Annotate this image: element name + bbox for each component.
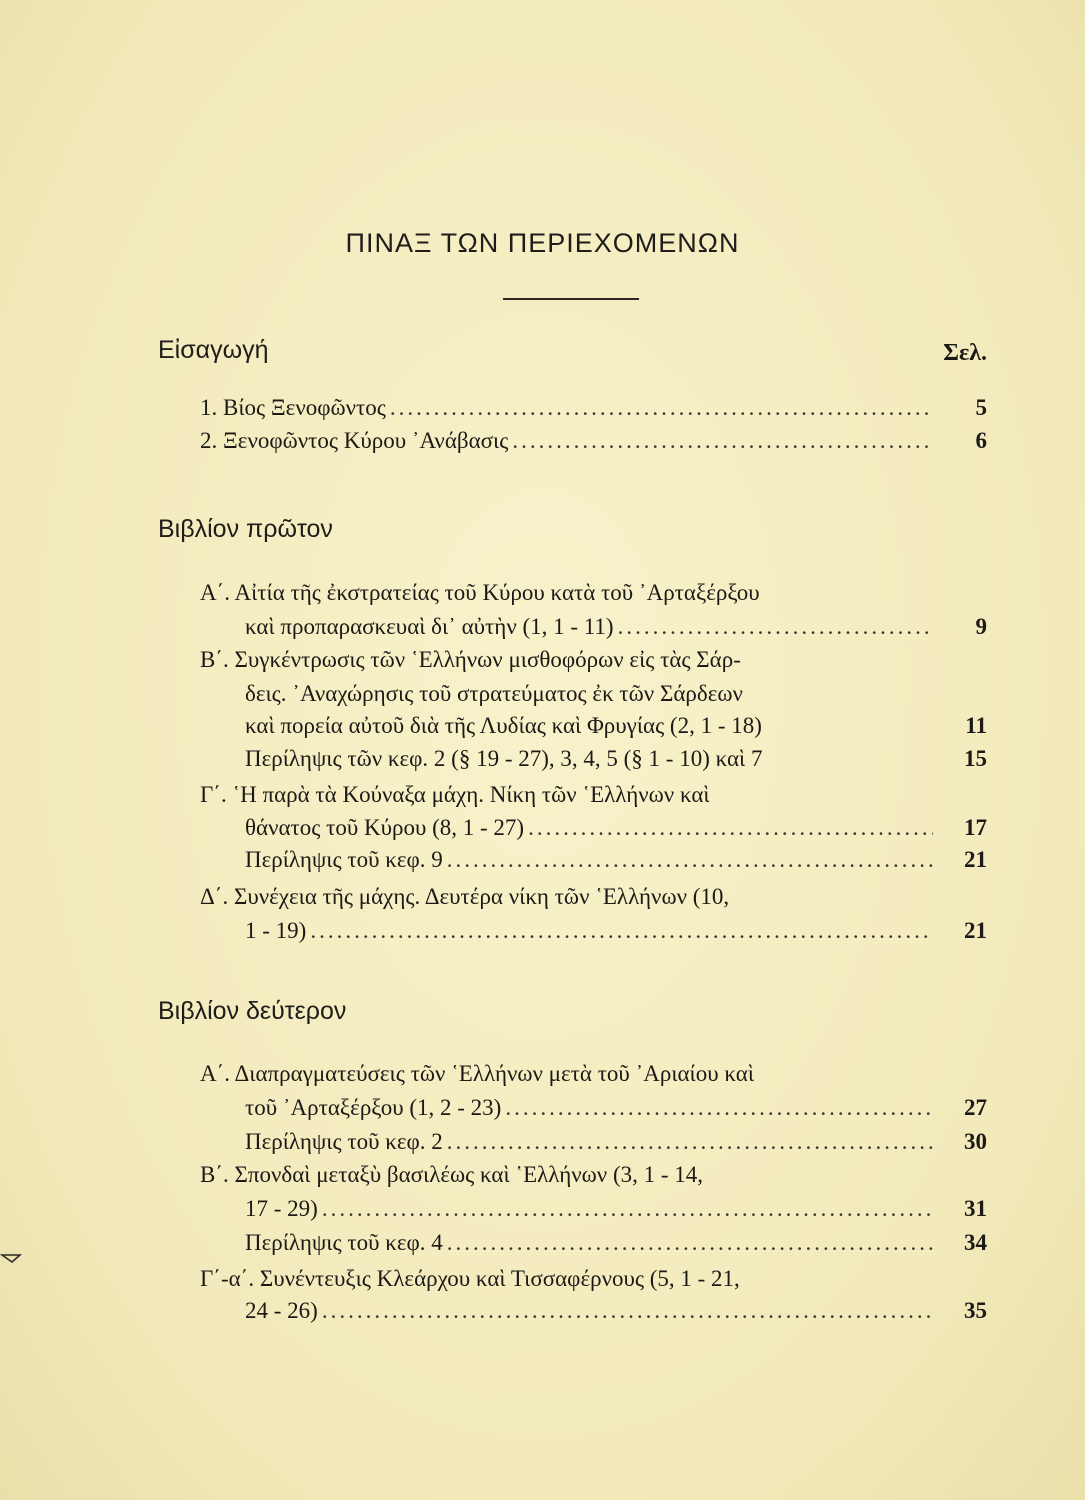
toc-entry [245,1194,987,1224]
entry-line: Α΄. Διαπραγματεύσεις τῶν ῾Ελλήνων μετὰ τοῦ ᾿Αριαίου καὶ [200,1061,755,1086]
title-rule [503,298,639,300]
toc-entry [245,845,987,875]
toc-entry [245,1296,987,1326]
toc-entry [245,916,987,946]
entry-line: Δ΄. Συνέχεια τῆς μάχης. Δευτέρα νίκη τῶν ῾Ελλήνων (10, [200,884,730,909]
entry-page: 17 [964,815,987,840]
entry-page: 34 [964,1230,987,1255]
section-heading-intro: Εἰσαγωγή [158,336,269,364]
toc-entry [245,813,987,843]
entry-text: 2. Ξενοφῶντος Κύρου ᾿Ανάβασις [200,428,509,453]
page-column-label: Σελ. [943,340,987,366]
entry-page: 15 [964,746,987,771]
section-heading-book1: Βιβλίον πρῶτον [158,515,333,543]
entry-line: Γ΄. ῾Η παρὰ τὰ Κούναξα μάχη. Νίκη τῶν ῾Ελλήνων καὶ [200,782,710,807]
dot-leader [322,1194,933,1224]
toc-entry [245,612,987,642]
entry-text: τοῦ ᾿Αρταξέρξου (1, 2 - 23) [245,1095,502,1120]
entry-page: 21 [964,847,987,872]
entry-line: Α΄. Αἰτία τῆς ἐκστρατείας τοῦ Κύρου κατὰ τοῦ ᾿Αρταξέρξου [200,580,760,605]
entry-page: 30 [964,1129,987,1154]
toc-entry [245,744,987,774]
entry-page: 31 [964,1196,987,1221]
margin-mark [0,1252,24,1264]
dot-leader [390,393,933,423]
toc-entry [245,1093,987,1123]
entry-text: Περίληψις τοῦ κεφ. 4 [245,1230,443,1255]
entry-line: Β΄. Συγκέντρωσις τῶν ῾Ελλήνων μισθοφόρων εἰς τὰς Σάρ- [200,647,741,672]
entry-text: Περίληψις τοῦ κεφ. 2 [245,1129,443,1154]
toc-entry [245,711,987,741]
page-title: ΠΙΝΑΞ ΤΩΝ ΠΕΡΙΕΧΟΜΕΝΩΝ [345,228,740,258]
dot-leader [447,1228,933,1258]
entry-line: Β΄. Σπονδαὶ μεταξὺ βασιλέως καὶ ῾Ελλήνων (3, 1 - 14, [200,1162,704,1187]
toc-entry [245,1127,987,1157]
dot-leader [618,612,933,642]
entry-text: 24 - 26) [245,1298,318,1323]
entry-text: καὶ πορεία αὐτοῦ διὰ τῆς Λυδίας καὶ Φρυγίας (2, 1 - 18) [245,713,762,738]
dot-leader [322,1296,933,1326]
entry-line: Γ΄-α΄. Συνέντευξις Κλεάρχου καὶ Τισσαφέρνους (5, 1 - 21, [200,1266,740,1291]
entry-text: Περίληψις τῶν κεφ. 2 (§ 19 - 27), 3, 4, 5 (§ 1 - 10) καὶ 7 [245,746,763,771]
entry-page: 6 [975,428,987,453]
dot-leader [512,426,933,456]
dot-leader [528,813,933,843]
dot-leader [310,916,933,946]
entry-page: 5 [975,395,987,420]
entry-text: καὶ προπαρασκευαὶ δι᾿ αὐτὴν (1, 1 - 11) [245,614,614,639]
entry-page: 11 [965,713,987,738]
entry-text: 17 - 29) [245,1196,318,1221]
toc-entry [200,393,987,423]
dot-leader [505,1093,933,1123]
entry-text: Περίληψις τοῦ κεφ. 9 [245,847,443,872]
entry-page: 9 [975,614,987,639]
toc-entry [200,426,987,456]
entry-text: θάνατος τοῦ Κύρου (8, 1 - 27) [245,815,525,840]
entry-line: δεις. ᾿Αναχώρησις τοῦ στρατεύματος ἐκ τῶν Σάρδεων [245,681,743,706]
entry-text: 1 - 19) [245,918,307,943]
dot-leader [447,845,933,875]
entry-page: 35 [964,1298,987,1323]
dot-leader [447,1127,933,1157]
toc-entry [245,1228,987,1258]
entry-page: 27 [964,1095,987,1120]
entry-page: 21 [964,918,987,943]
section-heading-book2: Βιβλίον δεύτερον [158,997,347,1025]
entry-text: 1. Βίος Ξενοφῶντος [200,395,386,420]
